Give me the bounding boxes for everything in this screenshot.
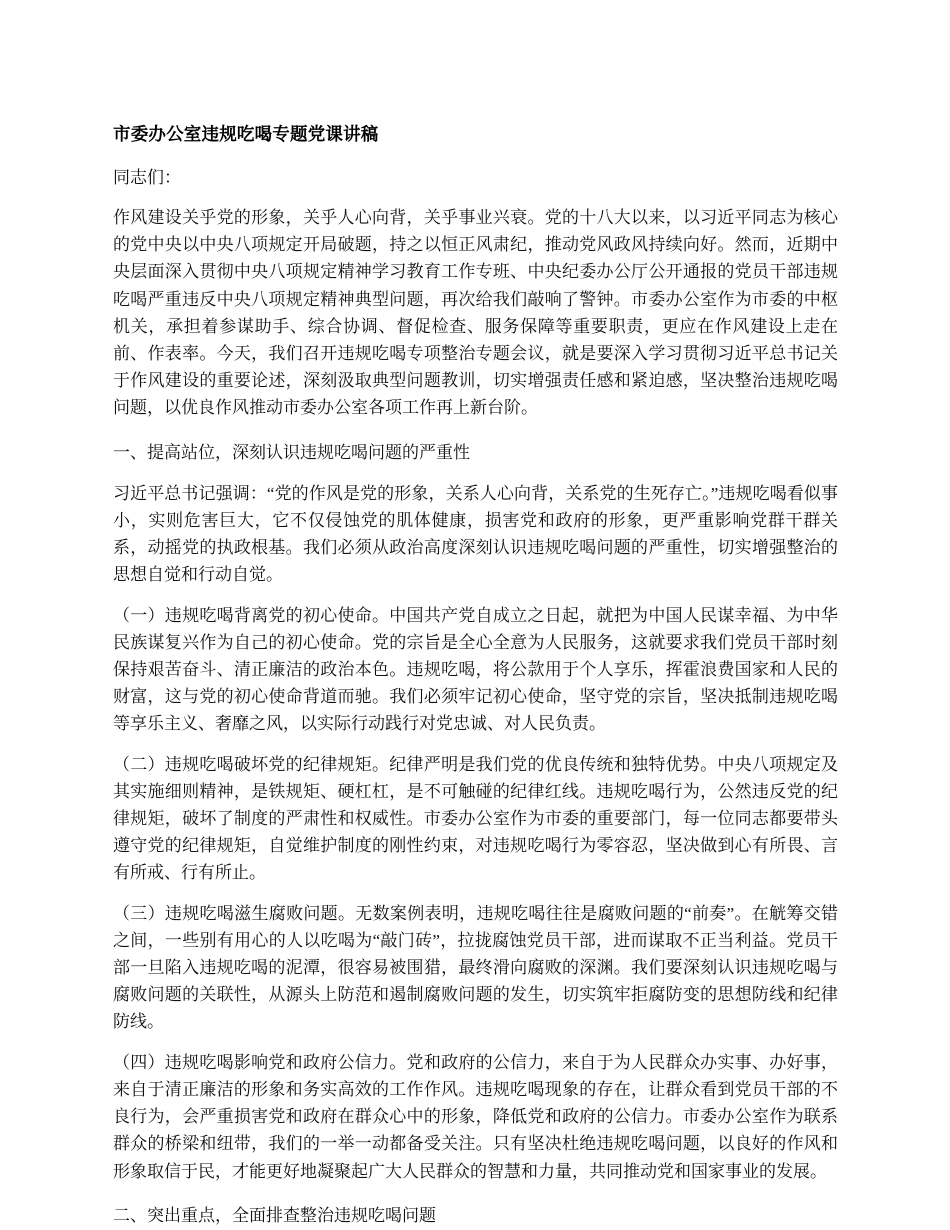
intro-paragraph: 作风建设关乎党的形象，关乎人心向背，关乎事业兴衰。党的十八大以来，以习近平同志为核心的党中央以中央八项规定开局破题，持之以恒正风肃纪，推动党风政风持续向好。然而，近期中央层面深入贯彻中央八项规定精神学习教育工作专班、中央纪委办公厅公开通报的党员干部违规吃喝严重违反中央八项规定精神典型问题，再次给我们敲响了警钟。市委办公室作为市委的中枢机关，承担着参谋助手、综合协调、督促检查、服务保障等重要职责，更应在作风建设上走在前、作表率。今天，我们召开违规吃喝专项整治专题会议，就是要深入学习贯彻习近平总书记关于作风建设的重要论述，深刻汲取典型问题教训，切实增强责任感和紧迫感，坚决整治违规吃喝问题，以优良作风推动市委办公室各项工作再上新台阶。 [113,208,838,418]
section-one-lead-paragraph: 习近平总书记强调：“党的作风是党的形象，关系人心向背，关系党的生死存亡。”违规吃喝看似事小，实则危害巨大，它不仅侵蚀党的肌体健康，损害党和政府的形象，更严重影响党群干群关系，动摇党的执政根基。我们必须从政治高度深刻认识违规吃喝问题的严重性，切实增强整治的思想自觉和行动自觉。 [113,483,838,585]
section-heading-two: 二、突出重点，全面排查整治违规吃喝问题 [113,1205,436,1225]
section-one-point-3: （三）违规吃喝滋生腐败问题。无数案例表明，违规吃喝往往是腐败问题的“前奏”。在觥筹交错之间，一些别有用心的人以吃喝为“敲门砖”，拉拢腐蚀党员干部，进而谋取不正当利益。党员干部一旦陷入违规吃喝的泥潭，很容易被围猎，最终滑向腐败的深渊。我们要深刻认识违规吃喝与腐败问题的关联性，从源头上防范和遏制腐败问题的发生，切实筑牢拒腐防变的思想防线和纪律防线。 [113,903,838,1032]
section-one-point-2: （二）违规吃喝破坏党的纪律规矩。纪律严明是我们党的优良传统和独特优势。中央八项规定及其实施细则精神，是铁规矩、硬杠杠，是不可触碰的纪律红线。违规吃喝行为，公然违反党的纪律规矩，破坏了制度的严肃性和权威性。市委办公室作为市委的重要部门，每一位同志都要带头遵守党的纪律规矩，自觉维护制度的刚性约束，对违规吃喝行为零容忍，坚决做到心有所畏、言有所戒、行有所止。 [113,754,838,883]
section-one-point-4: （四）违规吃喝影响党和政府公信力。党和政府的公信力，来自于为人民群众办实事、办好事，来自于清正廉洁的形象和务实高效的工作作风。违规吃喝现象的存在，让群众看到党员干部的不良行为，会严重损害党和政府在群众心中的形象，降低党和政府的公信力。市委办公室作为联系群众的桥梁和纽带，我们的一举一动都备受关注。只有坚决杜绝违规吃喝问题，以良好的作风和形象取信于民，才能更好地凝聚起广大人民群众的智慧和力量，共同推动党和国家事业的发展。 [113,1052,838,1181]
section-heading-one: 一、提高站位，深刻认识违规吃喝问题的严重性 [113,442,470,462]
salutation: 同志们： [113,168,181,187]
page-title: 市委办公室违规吃喝专题党课讲稿 [113,125,379,145]
section-one-point-1: （一）违规吃喝背离党的初心使命。中国共产党自成立之日起，就把为中国人民谋幸福、为中华民族谋复兴作为自己的初心使命。党的宗旨是全心全意为人民服务，这就要求我们党员干部时刻保持艰苦奋斗、清正廉洁的政治本色。违规吃喝，将公款用于个人享乐，挥霍浪费国家和人民的财富，这与党的初心使命背道而驰。我们必须牢记初心使命，坚守党的宗旨，坚决抵制违规吃喝等享乐主义、奢靡之风，以实际行动践行对党忠诚、对人民负责。 [113,605,838,734]
